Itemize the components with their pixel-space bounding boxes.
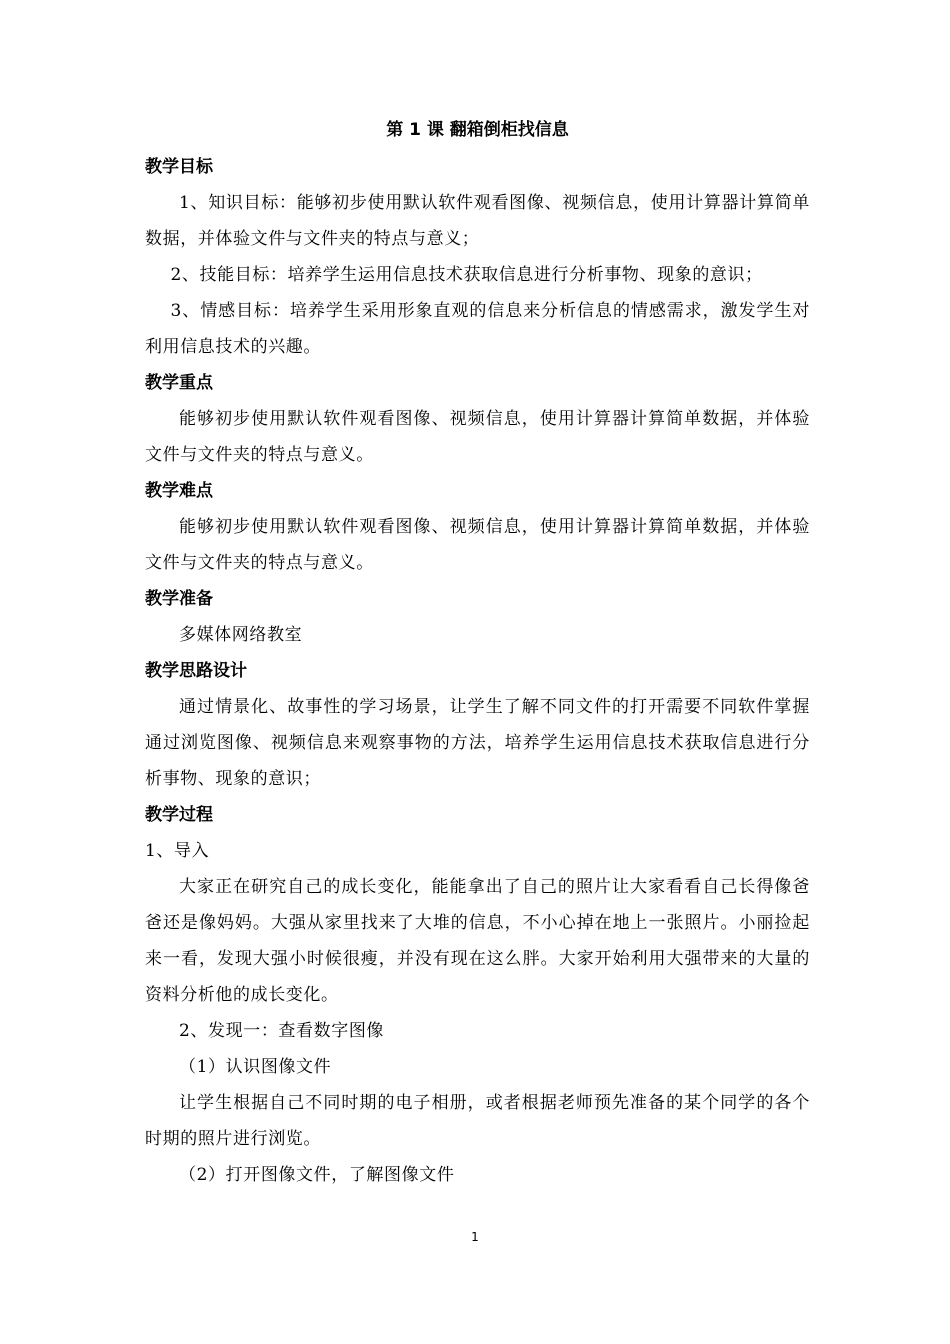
goal-emotion: 3、情感目标：培养学生采用形象直观的信息来分析信息的情感需求，激发学生对利用信息技术的兴趣。 bbox=[145, 301, 810, 357]
heading-key: 教学重点 bbox=[145, 373, 213, 393]
heading-goals: 教学目标 bbox=[145, 157, 213, 177]
process-step-1: （1）认识图像文件 bbox=[179, 1057, 332, 1077]
page-title: 第 1 课 翻箱倒柜找信息 bbox=[386, 120, 569, 140]
page-number: 1 bbox=[471, 1230, 479, 1244]
heading-design: 教学思路设计 bbox=[145, 661, 247, 681]
goal-knowledge: 1、知识目标：能够初步使用默认软件观看图像、视频信息，使用计算器计算简单数据，并体验文件与文件夹的特点与意义； bbox=[145, 193, 810, 249]
process-browse: 让学生根据自己不同时期的电子相册，或者根据老师预先准备的某个同学的各个时期的照片进行浏览。 bbox=[145, 1093, 810, 1149]
difficulty-text: 能够初步使用默认软件观看图像、视频信息，使用计算器计算简单数据，并体验文件与文件夹的特点与意义。 bbox=[145, 517, 810, 573]
heading-difficulty: 教学难点 bbox=[145, 481, 213, 501]
key-text: 能够初步使用默认软件观看图像、视频信息，使用计算器计算简单数据，并体验文件与文件夹的特点与意义。 bbox=[145, 409, 810, 465]
prep-text: 多媒体网络教室 bbox=[179, 625, 303, 645]
page-content bbox=[145, 116, 810, 1193]
process-discovery-1: 2、发现一：查看数字图像 bbox=[179, 1021, 385, 1041]
design-text: 通过情景化、故事性的学习场景，让学生了解不同文件的打开需要不同软件掌握通过浏览图像、视频信息来观察事物的方法，培养学生运用信息技术获取信息进行分析事物、现象的意识； bbox=[145, 697, 810, 789]
heading-process: 教学过程 bbox=[145, 805, 213, 825]
heading-prep: 教学准备 bbox=[145, 589, 213, 609]
process-step-2: （2）打开图像文件，了解图像文件 bbox=[179, 1165, 455, 1185]
goal-skill: 2、技能目标：培养学生运用信息技术获取信息进行分析事物、现象的意识； bbox=[170, 265, 763, 285]
process-story: 大家正在研究自己的成长变化，能能拿出了自己的照片让大家看看自己长得像爸爸还是像妈妈。大强从家里找来了大堆的信息，不小心掉在地上一张照片。小丽捡起来一看，发现大强小时候很瘦，并没有现在这么胖。大家开始利用大强带来的大量的资料分析他的成长变化。 bbox=[145, 877, 810, 1005]
process-intro: 1、导入 bbox=[145, 841, 210, 861]
